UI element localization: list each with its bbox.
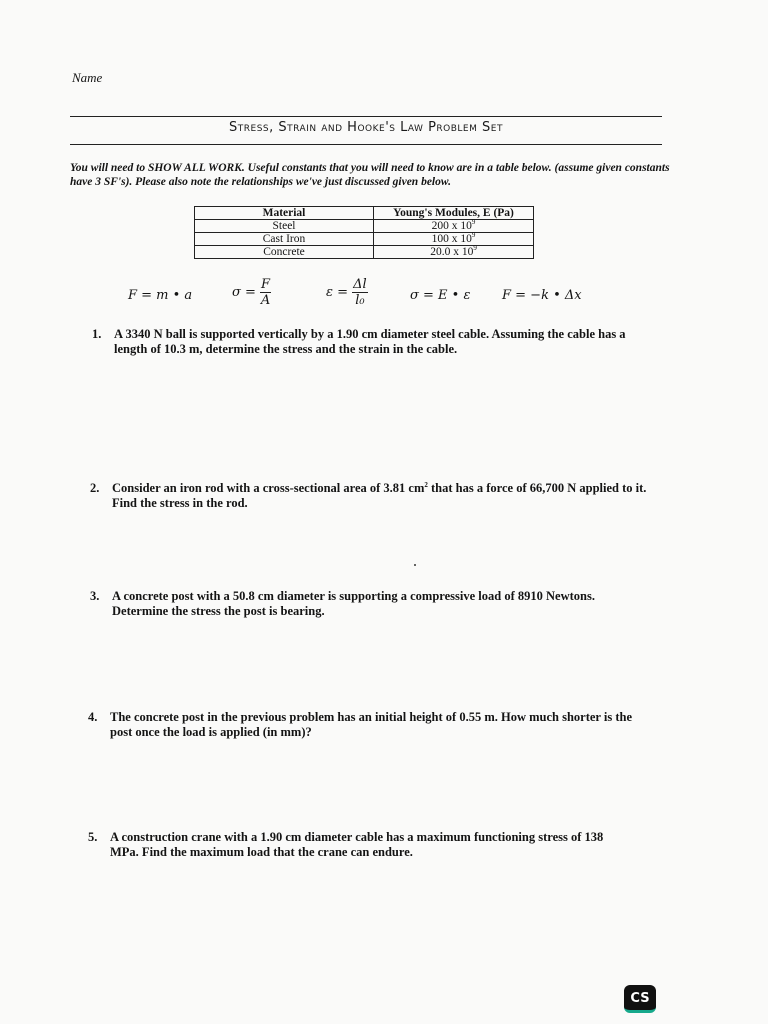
table-row — [195, 233, 534, 246]
formula-strain-numerator: Δl — [353, 277, 367, 292]
formula-stress-denominator: A — [260, 293, 271, 308]
modulus-exponent: 9 — [471, 231, 476, 240]
modulus-cell — [374, 233, 534, 246]
formula-strain — [326, 277, 368, 308]
modulus-cell — [374, 220, 534, 233]
page-title: Stress, Strain and Hooke's Law Problem Set — [229, 120, 503, 135]
formula-strain-denominator: l₀ — [355, 293, 365, 308]
question-5 — [88, 830, 610, 860]
formula-hooke-modulus: σ = E • ε — [410, 288, 471, 303]
question-text-after: that has a force of 66,700 N applied to it. Find the stress in the rod. — [112, 481, 647, 510]
question-text: A construction crane with a 1.90 cm diameter cable has a maximum functioning stress of 138 MPa. Find the maximum load that the crane can endure. — [110, 830, 604, 859]
formula-strain-fraction — [352, 277, 368, 308]
question-text-before: Consider an iron rod with a cross-sectional area of 3.81 cm — [112, 481, 425, 495]
formula-newton: F = m • a — [128, 288, 193, 303]
modulus-exponent: 9 — [471, 218, 476, 227]
camscanner-logo-icon: CS — [624, 985, 656, 1013]
modulus-exponent: 9 — [473, 244, 477, 253]
formula-hooke-spring: F = −k • Δx — [502, 288, 582, 303]
table-header-modulus: Young's Modules, E (Pa) — [374, 207, 534, 220]
question-text: The concrete post in the previous problem has an initial height of 0.55 m. How much shorter is the post once the load is applied (in mm)? — [110, 710, 633, 739]
formula-stress-fraction — [260, 277, 271, 308]
formula-stress — [232, 277, 271, 308]
question-number: 2. — [90, 481, 100, 495]
question-text — [112, 481, 652, 511]
question-number: 4. — [88, 710, 98, 724]
question-1 — [92, 327, 654, 357]
name-label: Name — [72, 70, 103, 85]
modulus-mantissa: 20.0 x 10 — [430, 246, 474, 258]
modulus-mantissa: 200 x 10 — [431, 220, 472, 232]
instructions-text: You will need to SHOW ALL WORK. Useful constants that you will need to know are in a table below. (assume given constants have 3 SF's). Please also note the relationships we've just discussed given below. — [70, 162, 670, 188]
question-4 — [88, 710, 650, 740]
table-header-material: Material — [195, 207, 374, 220]
question-text: A 3340 N ball is supported vertically by a 1.90 cm diameter steel cable. Assuming the cable has a length of 10.3 m, determine the stress and the strain in the cable. — [114, 327, 626, 356]
question-3 — [90, 589, 652, 619]
modulus-cell — [374, 246, 534, 259]
material-cell: Concrete — [195, 246, 374, 259]
table-row — [195, 246, 534, 259]
question-2 — [90, 481, 652, 511]
material-cell: Cast Iron — [195, 233, 374, 246]
title-bottom-rule — [70, 144, 662, 145]
formula-stress-lhs: σ = — [232, 285, 256, 300]
formula-strain-lhs: ε = — [326, 285, 349, 300]
question-text: A concrete post with a 50.8 cm diameter is supporting a compressive load of 8910 Newtons. Determine the stress the post is bearing. — [112, 589, 595, 618]
title-top-rule — [70, 116, 662, 117]
question-text-superscript: 2 — [424, 480, 428, 489]
stray-mark — [414, 564, 416, 566]
modulus-mantissa: 100 x 10 — [431, 233, 472, 245]
youngs-modulus-table — [194, 206, 534, 259]
formula-stress-numerator: F — [261, 277, 271, 292]
question-number: 1. — [92, 327, 102, 341]
table-header-row — [195, 207, 534, 220]
question-number: 5. — [88, 830, 98, 844]
table-row — [195, 220, 534, 233]
material-cell: Steel — [195, 220, 374, 233]
question-number: 3. — [90, 589, 100, 603]
